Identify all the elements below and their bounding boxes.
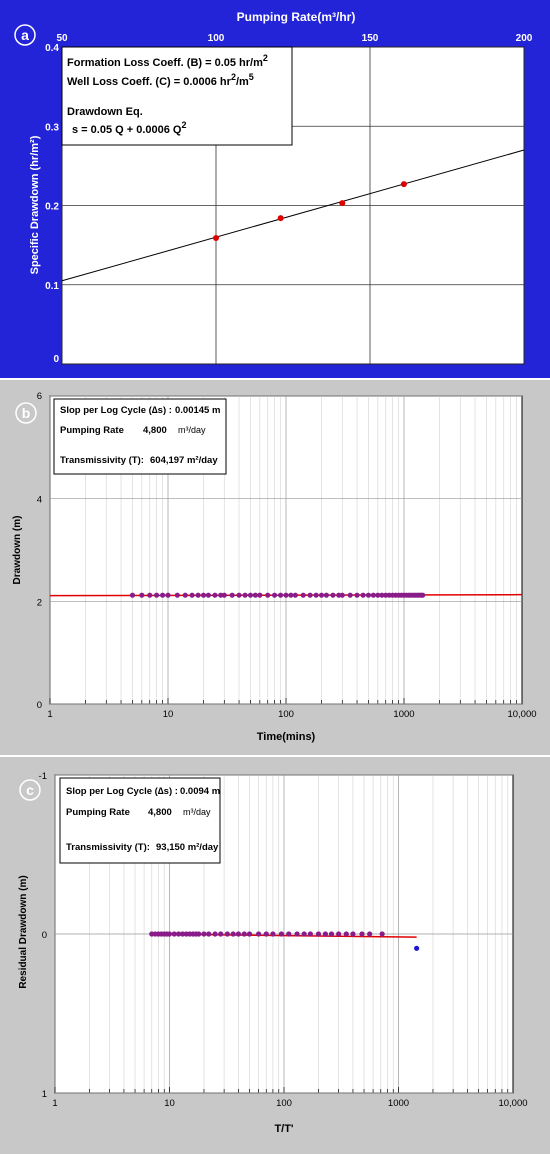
- chart-b-x-tick-label: 10: [162, 709, 174, 720]
- chart-c-data-point: [242, 931, 247, 936]
- chart-panel-a: [0, 0, 550, 378]
- chart-c-data-point: [206, 931, 211, 936]
- chart-b-x-tick-label: 1: [47, 709, 53, 720]
- chart-c-y-axis-label: Residual Drawdown (m): [18, 875, 29, 989]
- chart-c-slope-label: Slop per Log Cycle (∆s) :: [66, 786, 178, 797]
- chart-a-annotation-line3: Drawdown Eq.: [67, 106, 143, 118]
- chart-b-y-tick-label: 6: [36, 391, 42, 402]
- chart-b-data-point: [189, 593, 194, 598]
- chart-b-data-point: [324, 593, 329, 598]
- chart-a-data-point: [339, 200, 345, 206]
- chart-c-x-axis-label: T/T': [274, 1123, 294, 1135]
- chart-c-data-point: [350, 931, 355, 936]
- chart-c-slope-value: 0.0094 m: [180, 786, 221, 797]
- chart-b-data-point: [201, 593, 206, 598]
- chart-a-y-tick-label: 0.3: [45, 122, 59, 134]
- chart-b-data-point: [319, 593, 324, 598]
- chart-c-data-point: [286, 931, 291, 936]
- chart-b-data-point: [366, 593, 371, 598]
- chart-b-x-tick-label: 1000: [393, 709, 415, 720]
- chart-b-data-point: [348, 593, 353, 598]
- chart-c-trans-label: Transmissivity (T):: [66, 842, 150, 853]
- chart-c-data-point: [201, 931, 206, 936]
- chart-b-y-ticks: [37, 391, 42, 711]
- chart-c-y-tick-label: 1: [41, 1089, 47, 1100]
- chart-c-x-ticks: [52, 1098, 527, 1109]
- chart-b-data-point: [307, 593, 312, 598]
- chart-a-annotation-line4: s = 0.05 Q + 0.0006 $Q^2$: [72, 120, 187, 136]
- chart-b-data-point: [175, 593, 180, 598]
- chart-b-rate-label: Pumping Rate: [60, 425, 124, 436]
- chart-c-data-point: [236, 931, 241, 936]
- chart-c-data-point: [270, 931, 275, 936]
- chart-b-data-point: [160, 593, 165, 598]
- chart-b-data-point: [183, 593, 188, 598]
- chart-a-x-tick-label: 50: [56, 33, 68, 44]
- chart-c-data-point: [367, 931, 372, 936]
- panel-b-badge-label: b: [21, 405, 31, 421]
- chart-b-x-tick-label: 100: [278, 709, 294, 720]
- chart-c-data-point: [225, 931, 230, 936]
- chart-c-data-point: [336, 931, 341, 936]
- chart-c-y-tick-label: 0: [41, 930, 47, 941]
- chart-c-data-point: [329, 931, 334, 936]
- chart-c-data-point: [256, 931, 261, 936]
- chart-b-data-point: [314, 593, 319, 598]
- chart-b-data-point: [196, 593, 201, 598]
- chart-a-annotation-line1: Formation Loss Coeff. (B) = 0.05 $hr/m^2$: [67, 53, 268, 69]
- chart-b-trans-label: Transmissivity (T):: [60, 455, 144, 466]
- chart-b-data-point: [242, 593, 247, 598]
- chart-c-data-point: [279, 931, 284, 936]
- chart-c-x-tick-label: 10: [164, 1098, 175, 1109]
- chart-c-data-point: [264, 931, 269, 936]
- chart-b-data-point: [206, 593, 211, 598]
- chart-b-data-point: [154, 593, 159, 598]
- chart-b-data-point: [330, 593, 335, 598]
- chart-a-y-tick-label: 0.1: [45, 280, 59, 292]
- chart-a-x-axis-label: Pumping Rate(m³/hr): [236, 10, 356, 24]
- chart-c-y-ticks: [39, 771, 47, 1100]
- chart-b-rate-value: 4,800: [143, 425, 167, 436]
- chart-a-y-tick-label: 0: [53, 354, 59, 365]
- chart-panel-c: [0, 757, 550, 1154]
- chart-b-data-point: [230, 593, 235, 598]
- chart-c-data-point: [308, 931, 313, 936]
- chart-b-data-point: [222, 593, 227, 598]
- chart-a-y-tick-label: 0.4: [45, 43, 59, 54]
- chart-a-x-tick-label: 200: [515, 33, 533, 44]
- chart-b-data-point: [301, 593, 306, 598]
- chart-a-data-point: [401, 181, 407, 187]
- panel-a-badge-label: a: [21, 27, 29, 43]
- chart-c-y-tick-label: -1: [38, 771, 47, 782]
- chart-c-x-tick-label: 10,000: [498, 1098, 528, 1109]
- chart-c-data-point: [167, 931, 172, 936]
- chart-c-data-point: [323, 931, 328, 936]
- chart-b-svg: [0, 380, 550, 755]
- chart-b-slope-label: Slop per Log Cycle (∆s) :: [60, 405, 172, 416]
- chart-a-x-tick-label: 100: [207, 33, 225, 44]
- chart-c-trans-value: 93,150 m²/day: [156, 842, 219, 853]
- chart-c-data-point: [231, 931, 236, 936]
- chart-b-x-axis-label: Time(mins): [256, 731, 316, 743]
- chart-b-data-point: [371, 593, 376, 598]
- chart-b-data-point: [165, 593, 170, 598]
- chart-b-data-point: [147, 593, 152, 598]
- chart-a-y-ticks: [45, 43, 59, 365]
- chart-b-data-point: [130, 593, 135, 598]
- chart-b-data-point: [139, 593, 144, 598]
- chart-b-data-point: [278, 593, 283, 598]
- chart-c-rate-label: Pumping Rate: [66, 807, 130, 818]
- chart-b-data-point: [212, 593, 217, 598]
- chart-c-rate-value: 4,800: [148, 807, 172, 818]
- chart-b-y-tick-label: 2: [36, 597, 42, 609]
- chart-b-rate-unit: m³/day: [178, 425, 206, 435]
- chart-c-svg: [0, 757, 550, 1154]
- chart-a-svg: [0, 0, 550, 378]
- chart-b-slope-value: 0.00145 m: [175, 405, 221, 416]
- chart-b-trans-value: 604,197 m²/day: [150, 455, 218, 466]
- chart-b-y-tick-label: 0: [36, 700, 42, 711]
- chart-c-data-point: [316, 931, 321, 936]
- chart-b-y-axis-label: Drawdown (m): [12, 515, 23, 585]
- chart-b-data-point: [265, 593, 270, 598]
- chart-a-y-tick-label: 0.2: [45, 201, 59, 213]
- chart-b-data-point: [283, 593, 288, 598]
- chart-a-x-ticks: [56, 33, 532, 44]
- chart-c-x-tick-label: 1000: [387, 1098, 410, 1109]
- chart-c-data-point: [380, 931, 385, 936]
- chart-c-data-point: [414, 946, 419, 951]
- chart-c-data-point: [247, 931, 252, 936]
- chart-b-data-point: [272, 593, 277, 598]
- chart-b-data-point: [288, 593, 293, 598]
- chart-c-x-tick-label: 100: [276, 1098, 292, 1109]
- panel-c-badge-label: c: [26, 782, 34, 798]
- chart-b-data-point: [253, 593, 258, 598]
- chart-c-data-point: [302, 931, 307, 936]
- chart-a-y-axis-label: Specific Drawdown (hr/m²): [29, 135, 41, 275]
- chart-a-data-point: [278, 215, 284, 221]
- chart-b-data-point: [340, 593, 345, 598]
- chart-c-data-point: [294, 931, 299, 936]
- chart-b-data-point: [248, 593, 253, 598]
- chart-a-data-point: [213, 235, 219, 241]
- chart-b-data-point: [354, 593, 359, 598]
- chart-b-data-point: [420, 593, 425, 598]
- chart-c-x-tick-label: 1: [52, 1098, 58, 1109]
- chart-b-data-point: [257, 593, 262, 598]
- chart-b-y-tick-label: 4: [36, 494, 42, 506]
- chart-c-data-point: [344, 931, 349, 936]
- chart-c-data-point: [359, 931, 364, 936]
- chart-c-data-point: [212, 931, 217, 936]
- chart-b-x-ticks: [47, 709, 536, 720]
- chart-panel-b: [0, 380, 550, 755]
- chart-b-data-point: [360, 593, 365, 598]
- chart-b-data-point: [236, 593, 241, 598]
- chart-a-x-tick-label: 150: [361, 33, 379, 44]
- chart-b-x-tick-label: 10,000: [507, 709, 537, 720]
- chart-c-data-point: [196, 931, 201, 936]
- chart-a-annotation-line2: Well Loss Coeff. (C) = 0.0006 $hr^2/m^5$: [67, 72, 254, 88]
- chart-b-data-point: [293, 593, 298, 598]
- chart-c-data-point: [218, 931, 223, 936]
- chart-c-rate-unit: m³/day: [183, 807, 211, 817]
